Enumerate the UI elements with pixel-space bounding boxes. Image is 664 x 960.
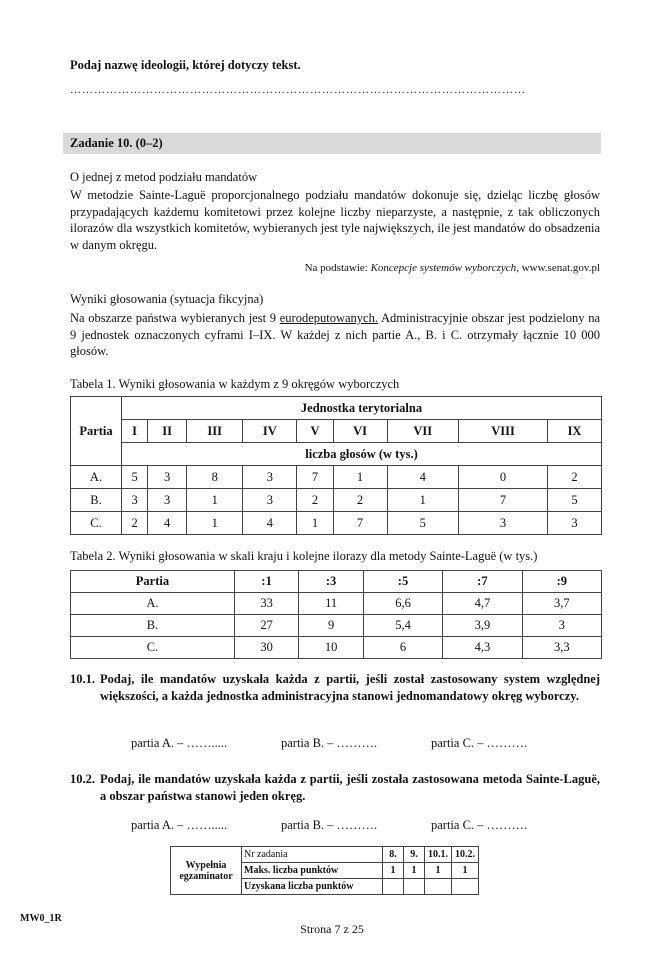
table2-caption: Tabela 2. Wyniki głosowania w skali kraju i kolejne ilorazy dla metody Sainte-Laguë (w tys.) <box>70 549 538 563</box>
answer-line: …………………………………………………………………………………………………… <box>70 84 526 96</box>
answer-party-a[interactable]: partia A. – ……..... <box>131 818 228 832</box>
examiner-task: 10.2. <box>452 847 479 863</box>
table1-cell: 2 <box>297 489 333 512</box>
examiner-row-max: Maks. liczba punktów <box>242 863 383 879</box>
intro-text: W metodzie Sainte-Laguë proporcjonalnego podziału mandatów dokonuje się, dzieląc liczbę głosów przypadających każdemu komitetowi przez kolejne liczby nieparzyste, a następnie, z tak obliczonych ilorazów dla wszystkich komitetów, wybieranych jest tyle największych, ile jest mandatów do obsadzenia w danym okręgu. <box>70 188 600 252</box>
table1-cell: 4 <box>148 512 187 535</box>
table1-unit: III <box>187 420 243 443</box>
table1 <box>70 396 602 535</box>
table1-cell: 4 <box>243 512 297 535</box>
examiner-task: 9. <box>404 847 425 863</box>
table1-unit: IV <box>243 420 297 443</box>
table1-cell: 1 <box>297 512 333 535</box>
table2-cell: 10 <box>299 637 363 659</box>
table2-cell: 3,9 <box>443 615 522 637</box>
table1-cell: 1 <box>333 466 387 489</box>
examiner-score-cell[interactable] <box>425 879 452 895</box>
table1-cell: 7 <box>458 489 547 512</box>
table1-cell: 3 <box>458 512 547 535</box>
table1-unit: V <box>297 420 333 443</box>
table1-unit: IX <box>548 420 602 443</box>
table2-header: :3 <box>299 571 363 593</box>
table2-cell: 5,4 <box>363 615 442 637</box>
question-title: Podaj nazwę ideologii, której dotyczy tekst. <box>70 58 301 72</box>
table2-cell: C. <box>71 637 235 659</box>
table1-cell: 3 <box>148 489 187 512</box>
table1-cell: 7 <box>297 466 333 489</box>
table-row <box>71 593 602 615</box>
source-note <box>70 262 600 274</box>
table1-cell: 3 <box>548 512 602 535</box>
table2-cell: 9 <box>299 615 363 637</box>
examiner-score-cell[interactable] <box>404 879 425 895</box>
table1-party-header: Partia <box>71 397 122 466</box>
table1-units-row <box>71 420 602 443</box>
table2-cell: 3 <box>522 615 601 637</box>
table1-cell: 1 <box>187 489 243 512</box>
table2-header: :5 <box>363 571 442 593</box>
table-row <box>71 512 602 535</box>
examiner-row-task: Nr zadania <box>242 847 383 863</box>
intro-title: O jednej z metod podziału mandatów <box>70 170 258 184</box>
examiner-max: 1 <box>425 863 452 879</box>
table1-party: C. <box>71 512 122 535</box>
table2-cell: B. <box>71 615 235 637</box>
table2-cell: 3,7 <box>522 593 601 615</box>
table1-cell: 8 <box>187 466 243 489</box>
examiner-task: 8. <box>383 847 404 863</box>
results-text-underlined: eurodeputowanych. <box>279 311 378 325</box>
table1-votes-header: liczba głosów (w tys.) <box>122 443 602 466</box>
table-row <box>71 615 602 637</box>
results-text-a: Na obszarze państwa wybieranych jest 9 <box>70 311 280 325</box>
table2-cell: 33 <box>234 593 298 615</box>
answer-party-b[interactable]: partia B. – ………. <box>281 736 378 750</box>
table1-cell: 2 <box>333 489 387 512</box>
table2-cell: 4,3 <box>443 637 522 659</box>
table1-unit: II <box>148 420 187 443</box>
examiner-score-cell[interactable] <box>452 879 479 895</box>
table2 <box>70 570 602 659</box>
table1-unit-header: Jednostka terytorialna <box>122 397 602 420</box>
table2-cell: 11 <box>299 593 363 615</box>
table-row <box>71 489 602 512</box>
table1-cell: 2 <box>548 466 602 489</box>
task-header-bar <box>63 133 601 154</box>
table1-unit: VII <box>387 420 458 443</box>
table1-cell: 5 <box>387 512 458 535</box>
examiner-score-cell[interactable] <box>383 879 404 895</box>
answer-party-b[interactable]: partia B. – ………. <box>281 818 378 832</box>
table1-cell: 2 <box>122 512 148 535</box>
examiner-max: 1 <box>452 863 479 879</box>
table-row <box>71 637 602 659</box>
table1-unit: VIII <box>458 420 547 443</box>
table2-cell: 4,7 <box>443 593 522 615</box>
table2-header: :7 <box>443 571 522 593</box>
answer-party-a[interactable]: partia A. – ……..... <box>131 736 228 750</box>
answer-party-c[interactable]: partia C. – ………. <box>431 736 528 750</box>
subtask-10-2 <box>70 771 600 805</box>
task-header: Zadanie 10. (0–2) <box>70 136 163 150</box>
table1-cell: 3 <box>243 466 297 489</box>
examiner-row-got: Uzyskana liczba punktów <box>242 879 383 895</box>
table1-cell: 1 <box>187 512 243 535</box>
table-row <box>71 466 602 489</box>
answer-party-c[interactable]: partia C. – ………. <box>431 818 528 832</box>
page-number: Strona 7 z 25 <box>300 922 364 936</box>
table2-cell: 3,3 <box>522 637 601 659</box>
table1-cell: 1 <box>387 489 458 512</box>
table1-cell: 0 <box>458 466 547 489</box>
results-title: Wyniki głosowania (sytuacja fikcyjna) <box>70 292 264 306</box>
results-text <box>70 310 600 360</box>
table2-cell: 27 <box>234 615 298 637</box>
table1-party: B. <box>71 489 122 512</box>
table1-party: A. <box>71 466 122 489</box>
table1-unit: VI <box>333 420 387 443</box>
subtask-10-1 <box>70 671 600 705</box>
exam-code: MW0_1R <box>20 913 62 924</box>
subtask-text: Podaj, ile mandatów uzyskała każda z partii, jeśli została zastosowana metoda Sainte-Laguë, a obszar państwa stanowi jeden okręg. <box>100 772 600 803</box>
table1-cell: 3 <box>122 489 148 512</box>
examiner-label: Wypełnia egzaminator <box>171 847 242 895</box>
table1-cell: 7 <box>333 512 387 535</box>
examiner-max: 1 <box>383 863 404 879</box>
examiner-task: 10.1. <box>425 847 452 863</box>
subtask-text: Podaj, ile mandatów uzyskała każda z partii, jeśli został zastosowany system względnej większości, a każda jednostka administracyjna stanowi jednomandatowy okręg wyborczy. <box>100 672 600 703</box>
table2-cell: 6 <box>363 637 442 659</box>
table1-cell: 3 <box>148 466 187 489</box>
table1-cell: 5 <box>122 466 148 489</box>
examiner-table <box>170 846 479 895</box>
table2-cell: A. <box>71 593 235 615</box>
table2-header: :9 <box>522 571 601 593</box>
table2-header: Partia <box>71 571 235 593</box>
table2-header-row <box>71 571 602 593</box>
subtask-number: 10.2. <box>70 772 95 786</box>
table1-unit: I <box>122 420 148 443</box>
source-suffix: , www.senat.gov.pl <box>516 262 600 274</box>
table2-cell: 30 <box>234 637 298 659</box>
table1-cell: 5 <box>548 489 602 512</box>
source-prefix: Na podstawie: <box>304 262 371 274</box>
table2-cell: 6,6 <box>363 593 442 615</box>
table1-caption: Tabela 1. Wyniki głosowania w każdym z 9 okręgów wyborczych <box>70 377 400 391</box>
table1-cell: 4 <box>387 466 458 489</box>
results-text-b: Administracyjnie obszar jest podzielony na 9 jednostek oznaczonych cyframi I–IX. W każdej z nich partie A., B. i C. otrzymały łącznie 10 000 głosów. <box>70 311 601 358</box>
table1-cell: 3 <box>243 489 297 512</box>
table2-header: :1 <box>234 571 298 593</box>
examiner-max: 1 <box>404 863 425 879</box>
source-title: Koncepcje systemów wyborczych <box>370 262 517 274</box>
subtask-number: 10.1. <box>70 672 95 686</box>
